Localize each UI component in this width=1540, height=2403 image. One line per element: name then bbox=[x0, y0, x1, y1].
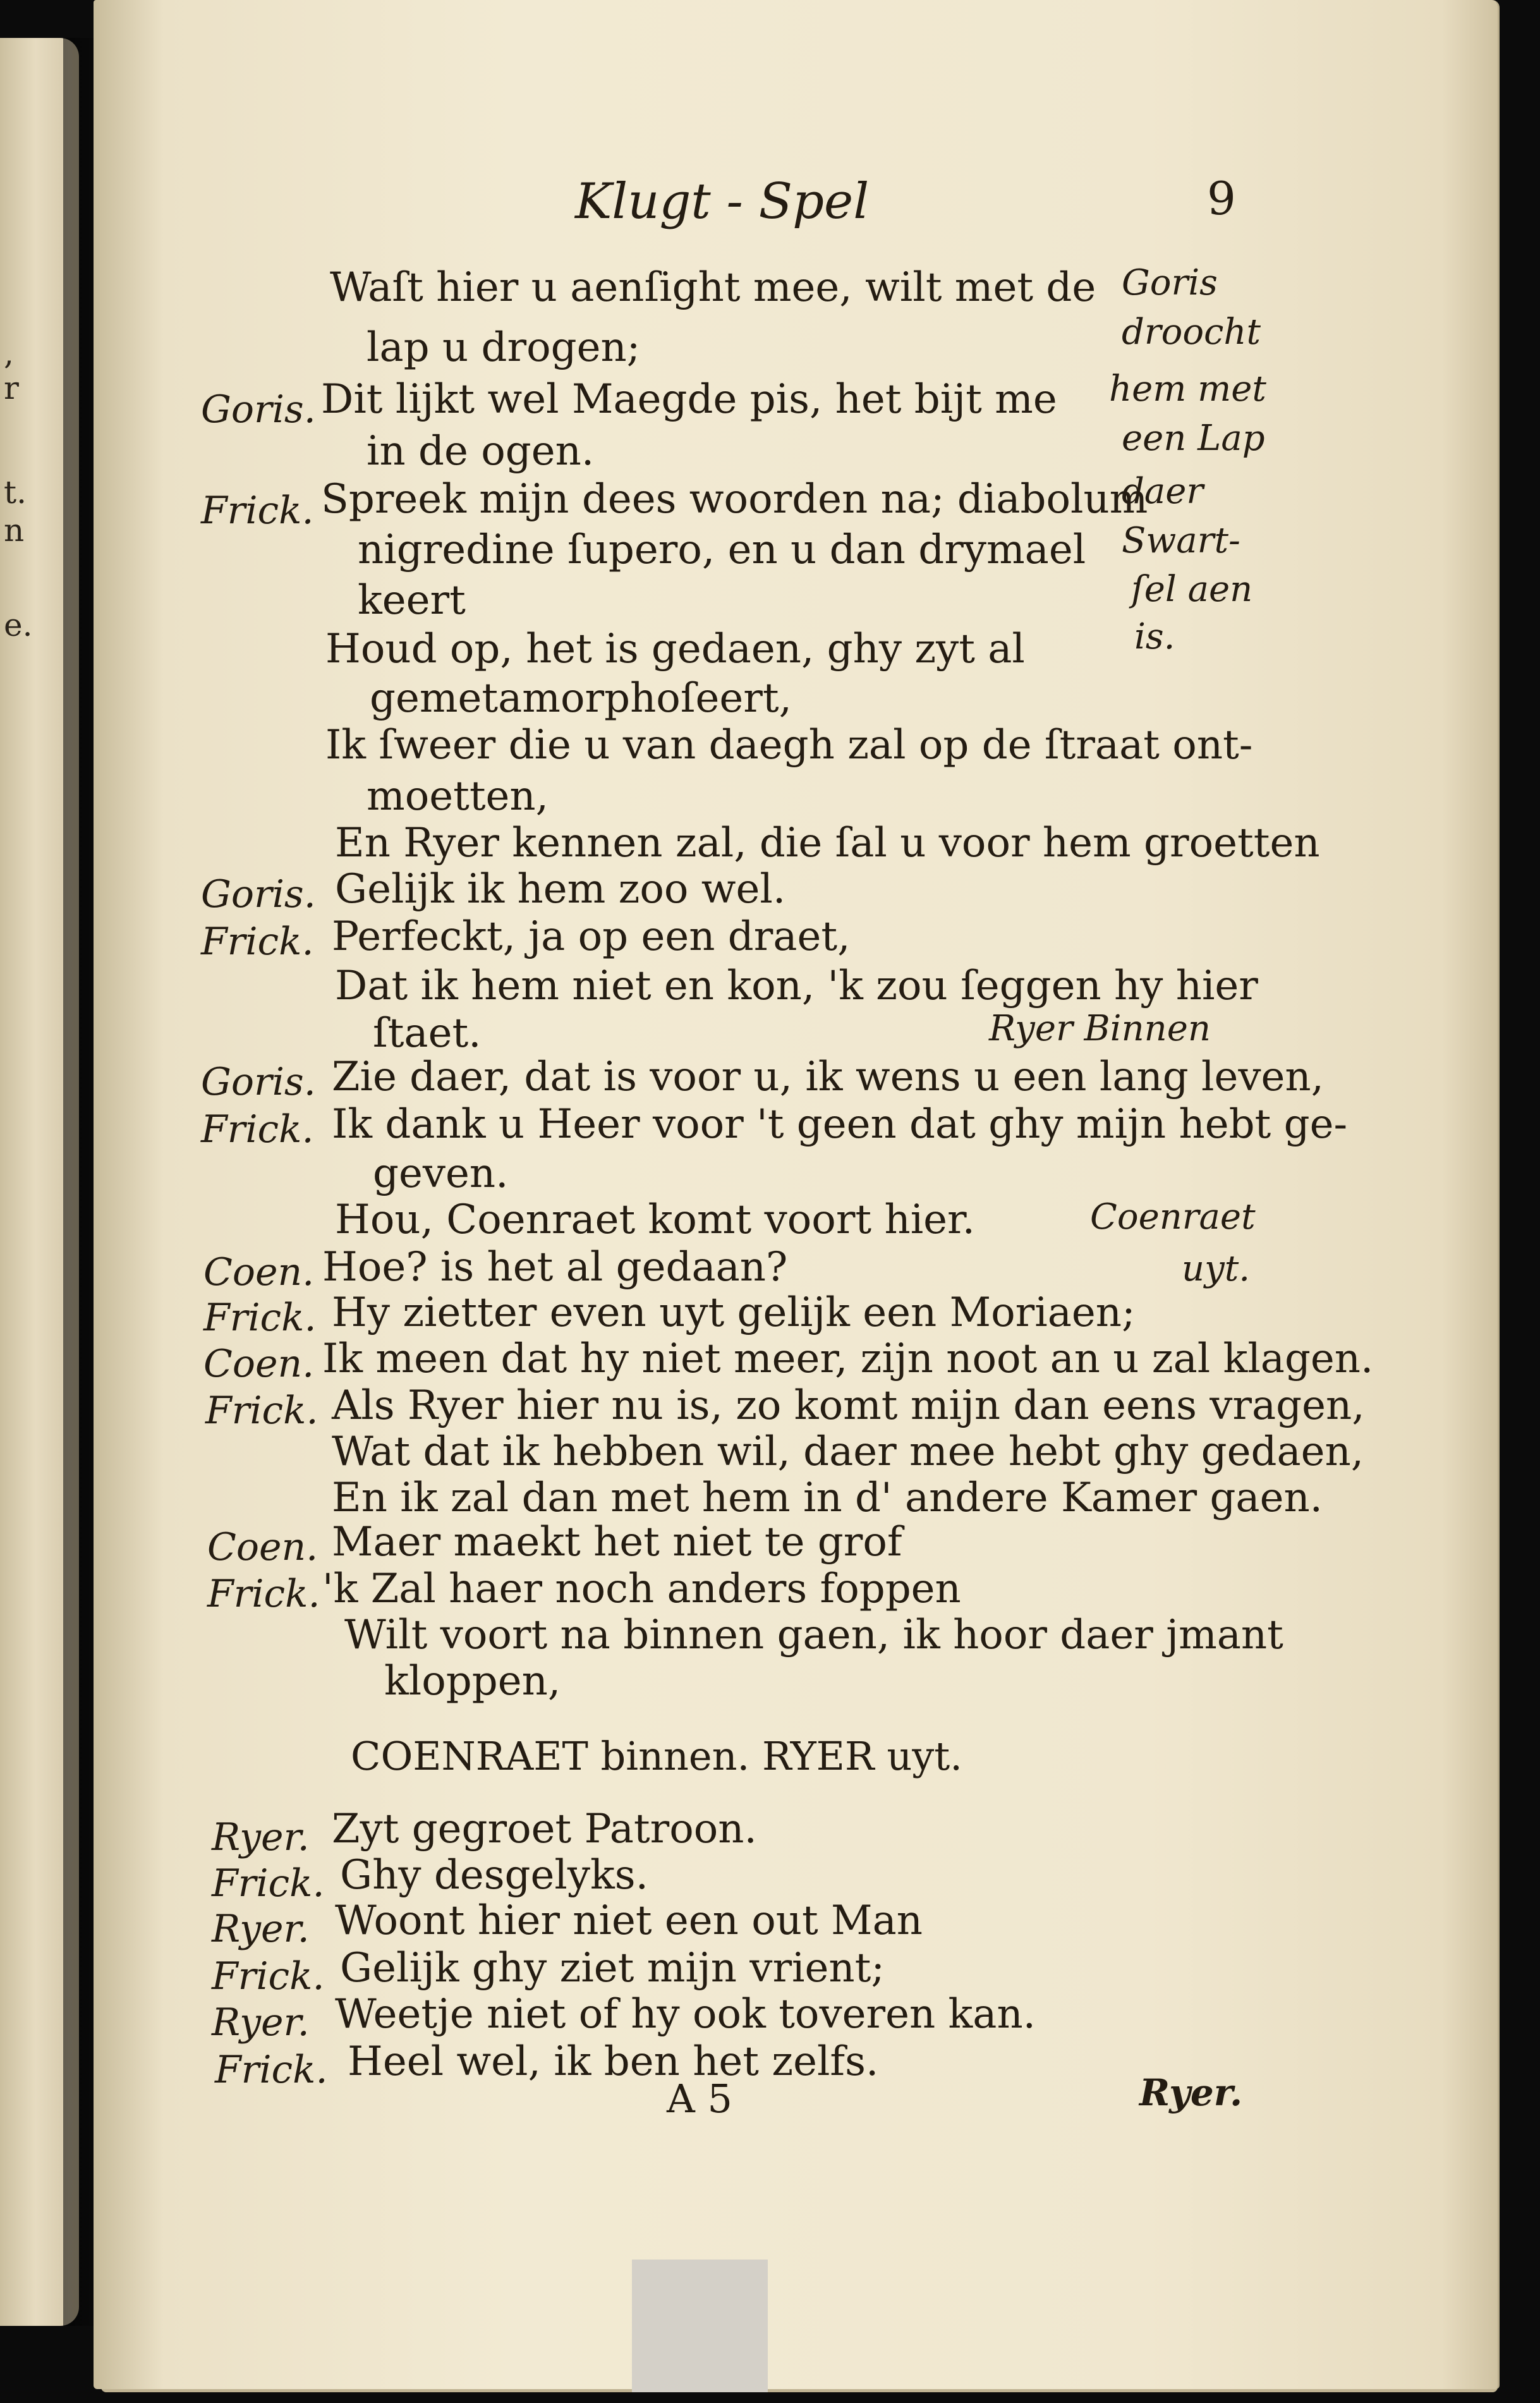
dialogue-line: Zyt gegroet Patroon. bbox=[332, 1806, 757, 1852]
verse-line: Dit lijkt wel Maegde pis, het bijt me bbox=[321, 376, 1057, 423]
verse-line: Hy zietter even uyt gelijk een Moriaen; bbox=[332, 1289, 1136, 1336]
speaker-label: Goris. bbox=[201, 872, 316, 916]
verse-line: kloppen, bbox=[384, 1658, 561, 1705]
speaker-label: Coen. bbox=[207, 1525, 318, 1569]
verse-line: Ik meen dat hy niet meer, zijn noot an u zal klagen. bbox=[322, 1335, 1374, 1382]
dialogue-line: Woont hier niet een out Man bbox=[335, 1897, 923, 1944]
stage-direction: ſel aen bbox=[1131, 569, 1253, 610]
verse-line: Zie daer, dat is voor u, ik wens u een lang leven, bbox=[332, 1054, 1324, 1100]
stage-direction: Ryer Binnen bbox=[989, 1008, 1211, 1049]
left-fragment: n bbox=[4, 512, 25, 549]
left-fragment: r bbox=[4, 370, 19, 406]
verse-line: Als Ryer hier nu is, zo komt mijn dan eens vragen, bbox=[332, 1382, 1365, 1429]
dialogue-line: Heel wel, ik ben het zelfs. bbox=[348, 2038, 879, 2085]
speaker-label: Coen. bbox=[203, 1250, 315, 1294]
verse-line: Hoe? is het al gedaan? bbox=[322, 1244, 788, 1291]
stage-direction: Coenraet bbox=[1090, 1196, 1256, 1238]
speaker-label: Frick. bbox=[201, 1107, 314, 1152]
signature-mark: A 5 bbox=[667, 2076, 732, 2122]
verse-line: Waſt hier u aenſight mee, wilt met de bbox=[330, 264, 1096, 311]
stage-direction: Goris bbox=[1122, 262, 1218, 303]
verse-line: Perfeckt, ja op een draet, bbox=[332, 913, 851, 960]
verse-line: keert bbox=[358, 577, 466, 624]
stage-direction: een Lap bbox=[1122, 418, 1265, 459]
catchword: Ryer. bbox=[1139, 2071, 1243, 2114]
verse-line: Dat ik hem niet en kon, 'k zou ſeggen hy hier bbox=[335, 963, 1258, 1009]
verse-line: Wilt voort na binnen gaen, ik hoor daer jmant bbox=[344, 1612, 1283, 1658]
page-number: 9 bbox=[1207, 172, 1236, 225]
dialogue-line: Ghy desgelyks. bbox=[340, 1852, 648, 1899]
stage-direction: Swart- bbox=[1122, 520, 1240, 561]
speaker-label: Frick. bbox=[205, 1389, 318, 1433]
speaker-label: Frick. bbox=[207, 1572, 320, 1616]
verse-line: 'k Zal haer noch anders foppen bbox=[322, 1566, 961, 1612]
verse-line: Maer maekt het niet te grof bbox=[332, 1519, 902, 1566]
running-head: Klugt - Spel bbox=[575, 173, 870, 230]
stage-direction: daer bbox=[1122, 471, 1204, 512]
left-fragment: e. bbox=[4, 607, 33, 643]
verse-line: Hou, Coenraet komt voort hier. bbox=[335, 1196, 975, 1243]
verse-line: gemetamorphoſeert, bbox=[370, 675, 792, 722]
stage-direction: is. bbox=[1134, 616, 1175, 657]
verse-line: Ik dank u Heer voor 't geen dat ghy mijn hebt ge- bbox=[332, 1101, 1348, 1148]
speaker-label: Ryer. bbox=[212, 1907, 310, 1951]
dialogue-line: Weetje niet of hy ook toveren kan. bbox=[335, 1991, 1036, 2038]
speaker-label: Frick. bbox=[201, 489, 314, 533]
speaker-label: Goris. bbox=[201, 1060, 316, 1104]
verse-line: lap u drogen; bbox=[367, 324, 641, 371]
verse-line: ſtaet. bbox=[373, 1010, 482, 1057]
verse-line: Wat dat ik hebben wil, daer mee hebt ghy gedaen, bbox=[332, 1428, 1364, 1475]
stage-direction: uyt. bbox=[1182, 1248, 1251, 1289]
speaker-label: Ryer. bbox=[212, 1815, 310, 1859]
verse-line: Ik ſweer die u van daegh zal op de ſtraat ont- bbox=[325, 722, 1253, 769]
speaker-label: Frick. bbox=[201, 920, 314, 964]
speaker-label: Coen. bbox=[203, 1342, 315, 1386]
verse-line: nigredine ſupero, en u dan drymael bbox=[358, 526, 1086, 573]
verse-line: Houd op, het is gedaen, ghy zyt al bbox=[325, 626, 1025, 672]
speaker-label: Ryer. bbox=[212, 2000, 310, 2045]
verse-line: geven. bbox=[373, 1150, 509, 1197]
scene-direction: COENRAET binnen. RYER uyt. bbox=[351, 1733, 962, 1779]
speaker-label: Frick. bbox=[212, 1861, 325, 1906]
speaker-label: Frick. bbox=[215, 2048, 328, 2092]
stage-direction: hem met bbox=[1109, 368, 1266, 410]
verse-line: Gelijk ik hem zoo wel. bbox=[335, 866, 786, 913]
speaker-label: Frick. bbox=[212, 1954, 325, 1998]
dialogue-line: Gelijk ghy ziet mijn vrient; bbox=[340, 1945, 885, 1992]
speaker-label: Goris. bbox=[201, 387, 316, 432]
verse-line: in de ogen. bbox=[367, 428, 595, 475]
verse-line: En ik zal dan met hem in d' andere Kamer gaen. bbox=[332, 1475, 1323, 1521]
verse-line: En Ryer kennen zal, die ſal u voor hem groetten bbox=[335, 820, 1320, 867]
verse-line: Spreek mijn dees woorden na; diabolum bbox=[321, 476, 1148, 523]
left-fragment: , bbox=[4, 335, 14, 372]
verse-line: moetten, bbox=[367, 773, 549, 820]
stage-direction: droocht bbox=[1122, 312, 1261, 353]
speaker-label: Frick. bbox=[203, 1296, 317, 1340]
left-fragment: t. bbox=[4, 474, 27, 511]
